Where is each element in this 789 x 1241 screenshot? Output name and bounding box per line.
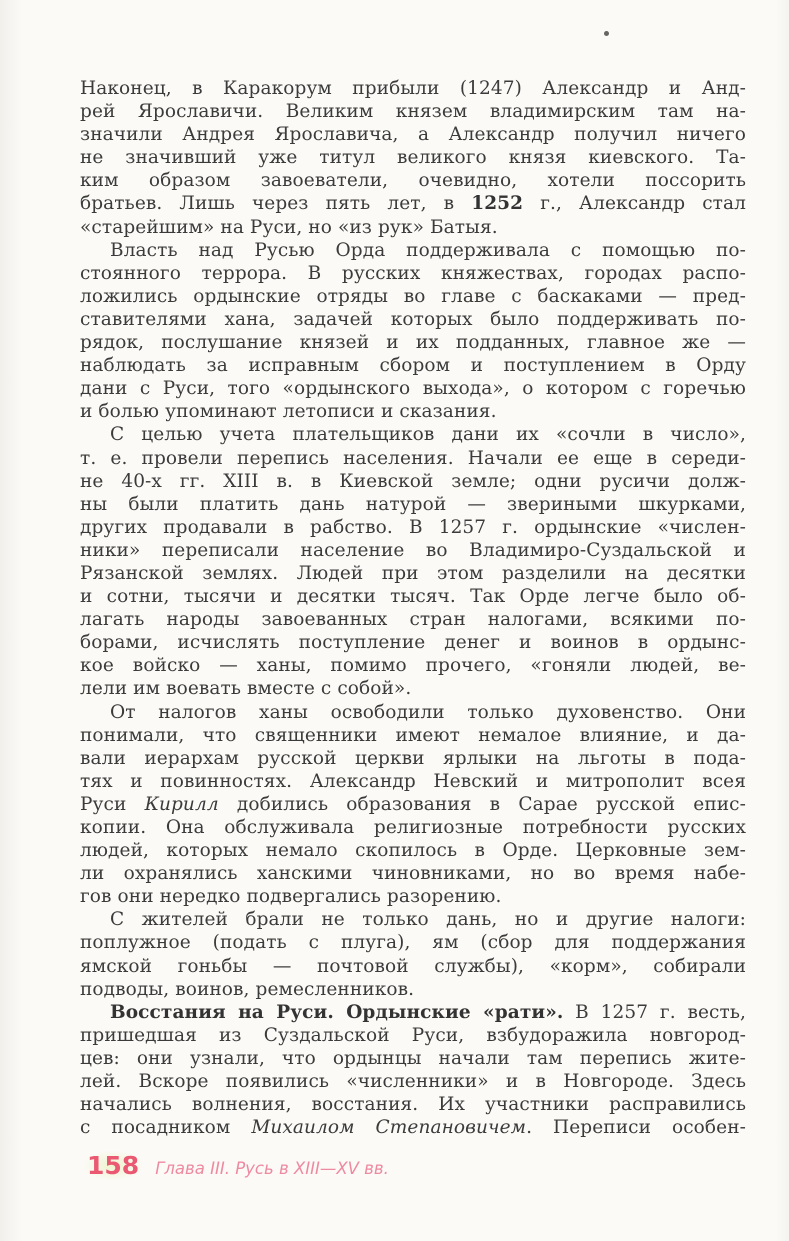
paragraph [80,1001,746,1140]
text-segment: . Переписи особен- [526,1117,746,1139]
text-segment: лели им воевать вместе с собой». [80,678,412,700]
text-line [80,585,746,608]
text-segment: людей, которых немало скопилось в Орде. Церковные зем- [80,840,746,862]
text-line [80,447,746,470]
text-line [80,1024,746,1047]
text-line [80,608,746,631]
text-segment: значили Андрея Ярославича, а Александр получил ничего [80,124,746,146]
text-segment: стоянного террора. В русских княжествах, городах распо- [80,262,746,284]
text-segment: ямской гоньбы — почтовой службы), «корм», собирали [80,955,746,977]
text-line [80,239,746,262]
text-line [80,1047,746,1070]
page-number: 158 [84,1151,142,1180]
text-line [80,931,746,954]
text-line [80,1116,746,1139]
text-segment: лагать народы завоеванных стран налогами, всякими по- [80,609,746,631]
text-segment: рей Ярославичи. Великим князем владимирским там на- [80,101,746,123]
text-line [80,331,746,354]
text-segment: т. е. провели перепись населения. Начали ее еще в середи- [80,447,746,469]
text-segment: В 1257 г. весть, [563,1001,746,1023]
text-line [80,908,746,931]
text-segment: других продавали в рабство. В 1257 г. ордынские «числен- [80,516,746,538]
text-segment: ли охранялись ханскими чиновниками, но во время набе- [80,863,746,885]
text-line [80,955,746,978]
text-line [80,562,746,585]
text-segment: вали иерархам русской церкви ярлыки на льготы в пода- [80,747,746,769]
text-segment: подводы, воинов, ремесленников. [80,978,415,1000]
paragraph [80,423,746,700]
text-line [80,862,746,885]
text-line [80,885,746,908]
text-line [80,285,746,308]
page-footer [84,1151,389,1180]
text-segment: не значивший уже титул великого князя киевского. Та- [80,147,746,169]
text-segment: От налогов ханы освободили только духовенство. Они [110,701,746,723]
text-line [80,516,746,539]
text-segment: пришедшая из Суздальской Руси, взбудоражила новгород- [80,1024,746,1046]
paragraph [80,908,746,1000]
text-line [80,262,746,285]
text-segment: гов они нередко подвергались разорению. [80,886,502,908]
text-line [80,724,746,747]
text-line [80,1093,746,1116]
text-line [80,354,746,377]
text-segment: цев: они узнали, что ордынцы начали там перепись жите- [80,1047,746,1069]
text-segment: С целью учета плательщиков дани их «сочли в число», [110,424,746,446]
text-line [80,377,746,400]
italic-text: Кирилл [144,793,219,815]
text-line [80,169,746,192]
text-line [80,770,746,793]
text-line [80,677,746,700]
text-line [80,400,746,423]
text-line [80,123,746,146]
text-line [80,631,746,654]
text-segment: не 40-х гг. XIII в. в Киевской земле; одни русичи долж- [80,470,746,492]
text-segment: братьев. Лишь через пять лет, в [80,193,472,215]
bold-text: 1252 [471,193,524,215]
text-line [80,816,746,839]
page-text [80,77,746,1139]
text-segment: ны были платить дань натурой — звериными шкурками, [80,493,746,515]
text-segment: и сотни, тысячи и десятки тысяч. Так Орде легче было об- [80,586,746,608]
text-line [80,1070,746,1093]
text-segment: добились образования в Сарае русской епис- [218,793,746,815]
text-line [80,978,746,1001]
text-segment: понимали, что священники имеют немалое влияние, и да- [80,724,746,746]
text-segment: рядок, послушание князей и их подданных, главное же — [80,332,746,354]
text-segment: и болью упоминают летописи и сказания. [80,401,497,423]
text-segment: копии. Она обслуживала религиозные потребности русских [80,817,746,838]
scan-artifact-dot [604,31,609,36]
text-segment: тях и повинностях. Александр Невский и митрополит всея [80,770,746,792]
text-segment: Наконец, в Каракорум прибыли (1247) Александр и Анд- [80,78,746,99]
text-segment: начались волнения, восстания. Их участники расправились [80,1094,746,1116]
paragraph [80,701,746,909]
text-segment: Руси [80,793,145,815]
paragraph [80,239,746,424]
text-line [80,1001,746,1024]
text-segment: лей. Вскоре появились «численники» и в Новгороде. Здесь [80,1071,746,1093]
text-segment: «старейшим» на Руси, но «из рук» Батыя. [80,216,498,238]
text-segment: ким образом завоеватели, очевидно, хотели поссорить [80,170,746,192]
text-segment: кое войско — ханы, помимо прочего, «гоняли людей, ве- [80,655,746,677]
text-segment: дани с Руси, того «ордынского выхода», о котором с горечью [80,378,746,400]
text-line [80,747,746,770]
text-line [80,793,746,816]
paragraph [80,77,746,239]
text-line [80,839,746,862]
text-line [80,192,746,215]
text-line [80,701,746,724]
text-segment: с посадником [80,1117,252,1139]
text-segment: г., Александр стал [523,193,746,215]
chapter-title: Глава III. Русь в XIII—XV вв. [155,1159,389,1178]
text-line [80,77,746,100]
text-segment: наблюдать за исправным сбором и поступлением в Орду [80,355,746,377]
text-line [80,308,746,331]
text-line [80,654,746,677]
text-segment: Власть над Русью Орда поддерживала с помощью по- [110,239,746,261]
text-line [80,493,746,516]
text-segment: Рязанской землях. Людей при этом разделили на десятки [80,562,746,584]
text-line [80,146,746,169]
text-line [80,423,746,446]
italic-text: Михаилом Степановичем [251,1117,527,1139]
text-segment: С жителей брали не только дань, но и другие налоги: [110,909,746,931]
text-segment: борами, исчислять поступление денег и воинов в ордынс- [80,632,746,654]
bold-text: Восстания на Руси. Ордынские «рати». [110,1001,564,1023]
text-segment: ставителями хана, задачей которых было поддерживать по- [80,308,746,330]
text-segment: ложились ордынские отряды во главе с баскаками — пред- [80,285,746,307]
text-line [80,100,746,123]
text-segment: поплужное (подать с плуга), ям (сбор для поддержания [80,932,746,954]
text-segment: ники» переписали население во Владимиро-Суздальской и [80,539,746,561]
text-line [80,539,746,562]
text-line [80,216,746,239]
text-line [80,470,746,493]
